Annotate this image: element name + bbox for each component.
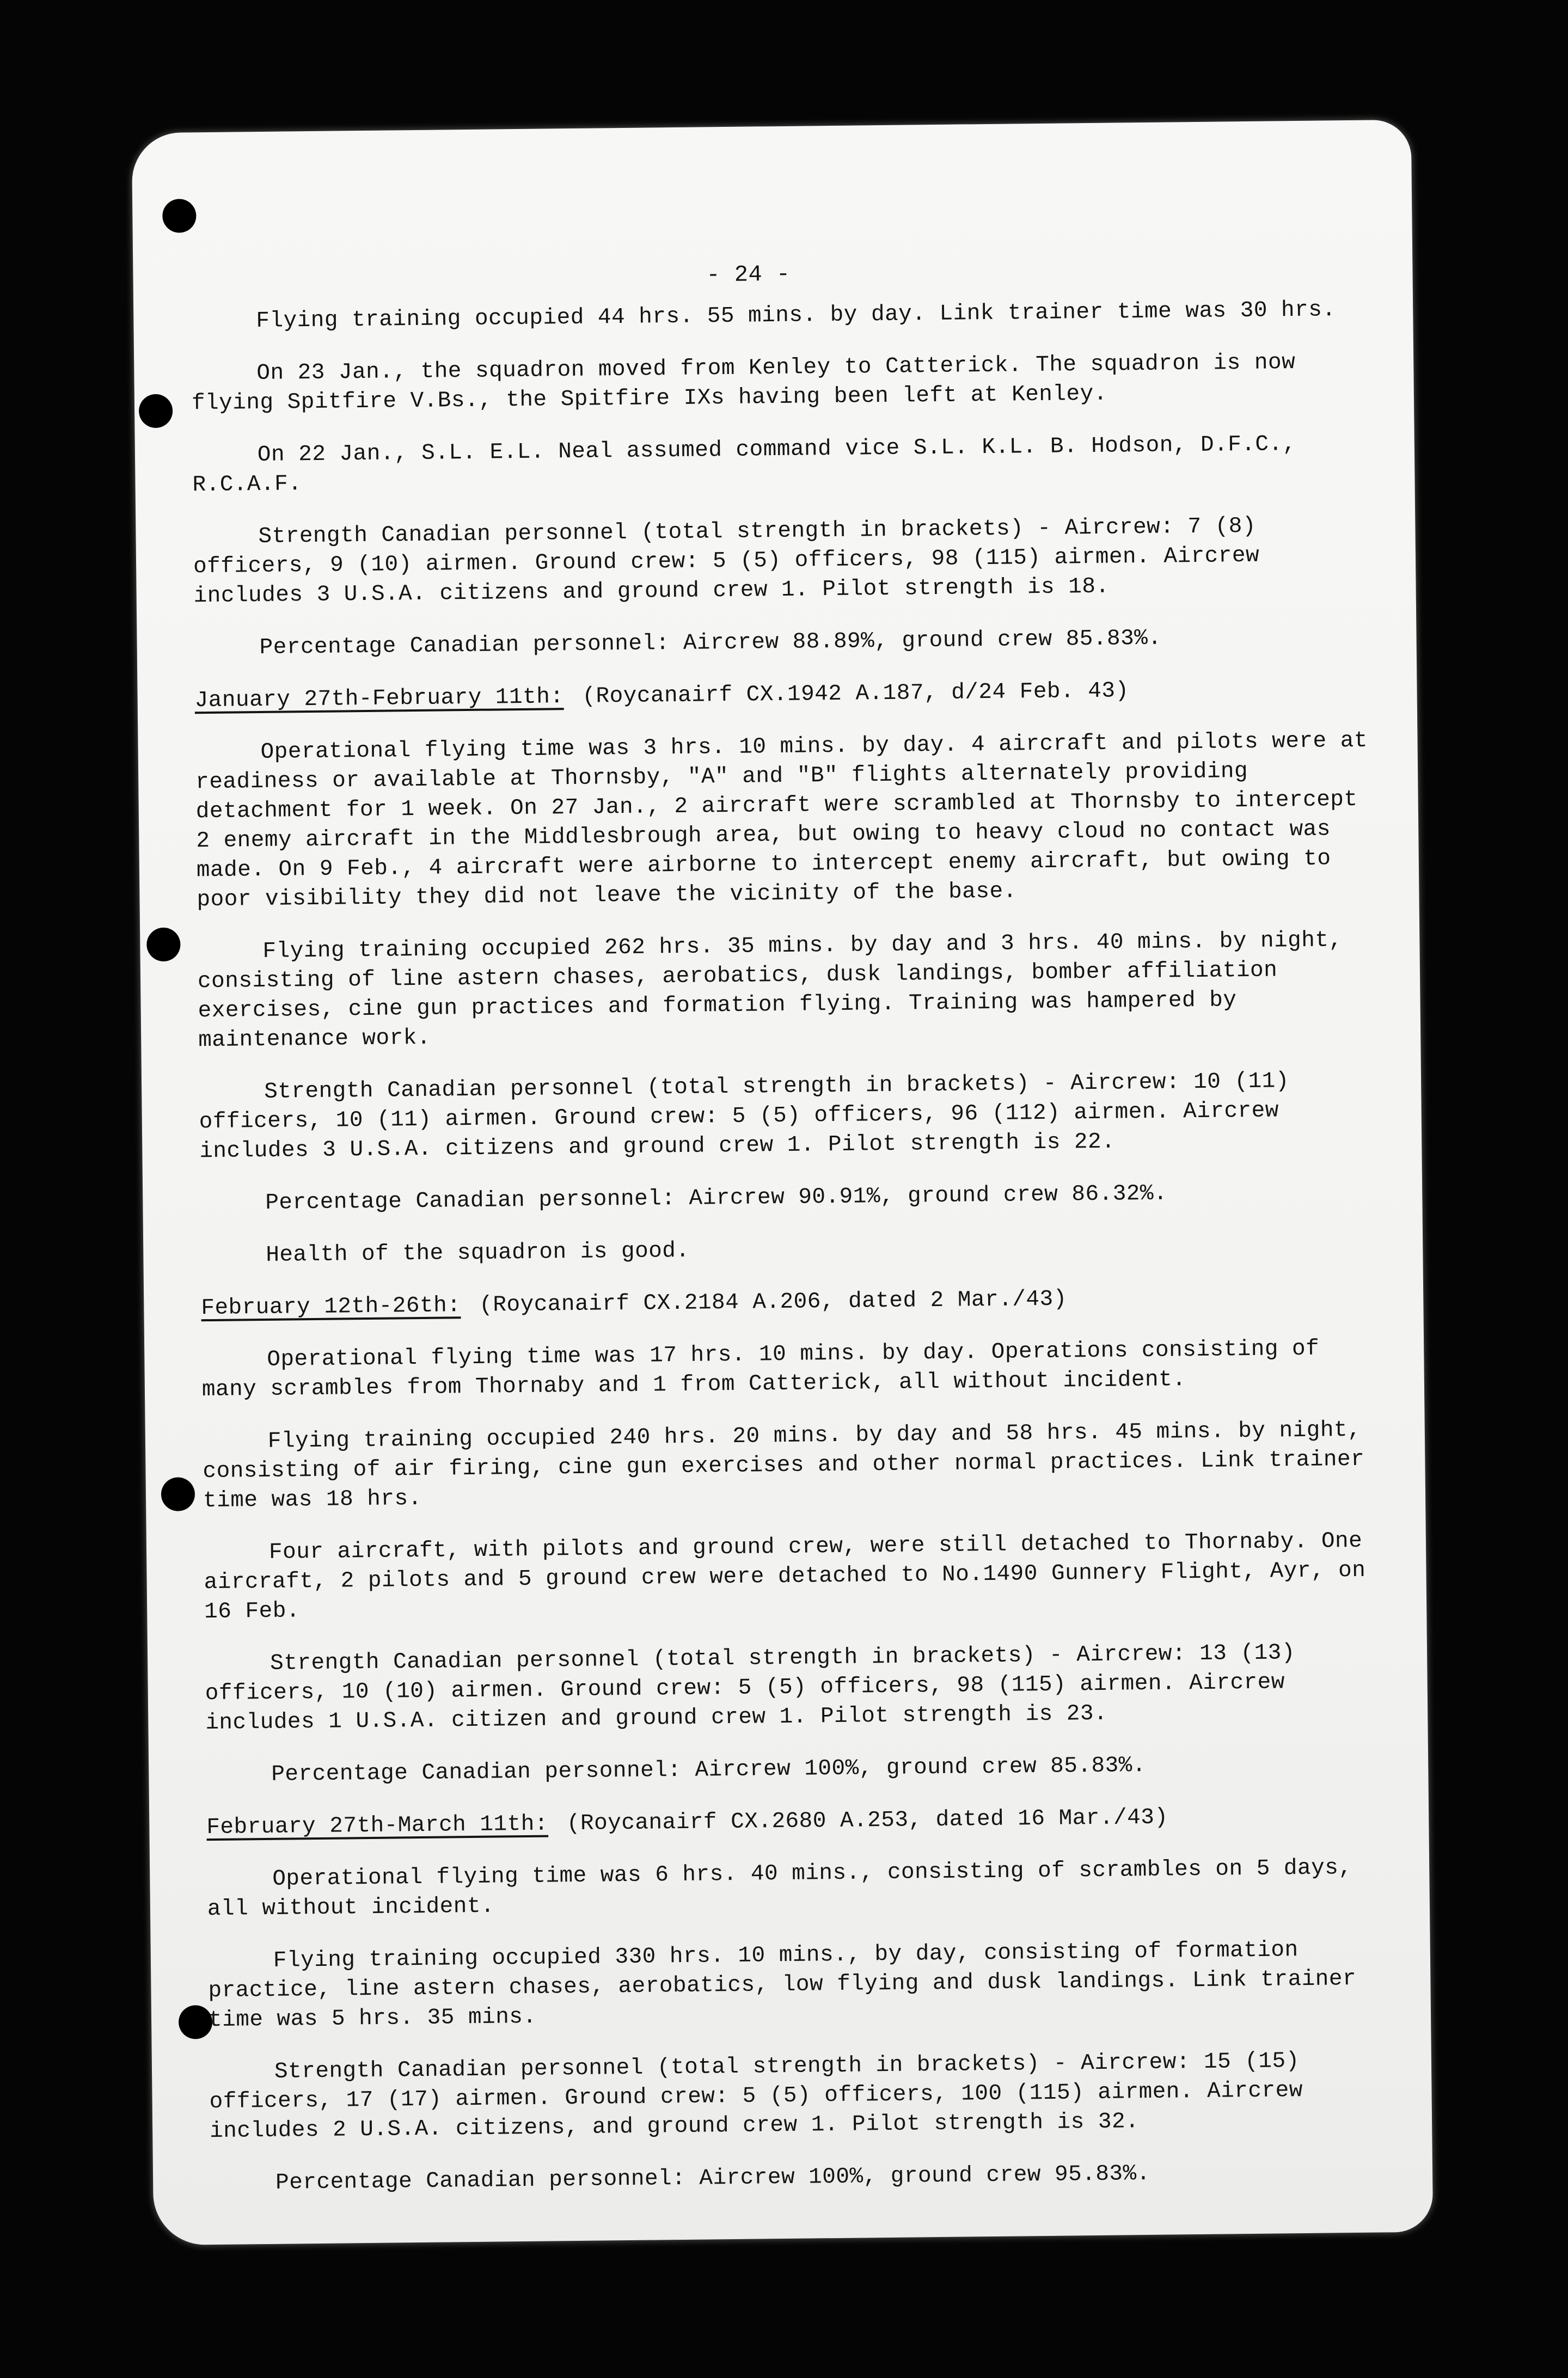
paragraph: Percentage Canadian personnel: Aircrew 90.91%, ground crew 86.32%. (265, 1181, 1168, 1216)
binder-hole (146, 928, 181, 962)
section-heading-label: February 27th-March 11th: (206, 1811, 549, 1841)
paragraph: Percentage Canadian personnel: Aircrew 100%, ground crew 95.83%. (275, 2161, 1151, 2196)
page-number: - 24 - (706, 261, 791, 289)
section-reference: (Roycanairf CX.2680 A.253, dated 16 Mar./43) (566, 1805, 1168, 1837)
section-heading-label: February 12th-26th: (201, 1293, 461, 1321)
paragraph: Strength Canadian personnel (total strength in brackets) - Aircrew: 15 (15) officers, 17 (17) airmen. Ground crew: 5 (5) officers, 100 (115) airmen. Aircrew includes 2 U.S.A. citizens, and ground crew 1. Pilot strength is 32. (209, 2049, 1303, 2144)
document-body (190, 254, 1392, 2222)
paragraph: Flying training occupied 330 hrs. 10 mins., by day, consisting of formation practice, line astern chases, aerobatics, low flying and dusk landings. Link trainer time was 5 hrs. 35 mins. (208, 1938, 1357, 2033)
binder-hole (179, 2005, 213, 2039)
section-feb27-mar11 (206, 1800, 1392, 2198)
paragraph: Health of the squadron is good. (266, 1238, 690, 1268)
section-reference: (Roycanairf CX.1942 A.187, d/24 Feb. 43) (582, 678, 1129, 709)
section-heading (194, 674, 1376, 716)
paragraph: On 23 Jan., the squadron moved from Kenley to Catterick. The squadron is now flying Spitfire V.Bs., the Spitfire IXs having been left at Kenley. (191, 350, 1296, 416)
paragraph: Operational flying time was 6 hrs. 40 mins., consisting of scrambles on 5 days, all without incident. (207, 1855, 1352, 1922)
paragraph: Flying training occupied 44 hrs. 55 mins. by day. Link trainer time was 30 hrs. (256, 297, 1336, 334)
paragraph: Strength Canadian personnel (total strength in brackets) - Aircrew: 10 (11) officers, 10 (11) airmen. Ground crew: 5 (5) officers, 96 (112) airmen. Aircrew includes 3 U.S.A. citizens and ground crew 1. Pilot strength is 22. (199, 1069, 1290, 1165)
paragraph: Percentage Canadian personnel: Aircrew 100%, ground crew 85.83%. (271, 1753, 1147, 1787)
paragraph: Flying training occupied 262 hrs. 35 mins. by day and 3 hrs. 40 mins. by night, consisting of line astern chases, aerobatics, dusk landings, bomber affiliation exercises, cine gun practices and formation flying. Training was hampered by maintenance work. (197, 928, 1343, 1053)
paragraph: Strength Canadian personnel (total strength in brackets) - Aircrew: 7 (8) officers, 9 (10) airmen. Ground crew: 5 (5) officers, 98 (115) airmen. Aircrew includes 3 U.S.A. citizens and ground crew 1. Pilot strength is 18. (193, 513, 1260, 609)
paragraph: Operational flying time was 17 hrs. 10 mins. by day. Operations consisting of many scrambles from Thornaby and 1 from Catterick, all without incident. (201, 1336, 1320, 1403)
section-heading (206, 1800, 1388, 1842)
binder-hole (139, 394, 173, 428)
section-heading-label: January 27th-February 11th: (194, 684, 564, 714)
section-heading (201, 1281, 1382, 1323)
binder-hole (161, 1477, 195, 1511)
section-reference: (Roycanairf CX.2184 A.206, dated 2 Mar./43) (479, 1286, 1067, 1318)
document-page (132, 120, 1434, 2245)
paragraph: Flying training occupied 240 hrs. 20 mins. by day and 58 hrs. 45 mins. by night, consisting of air firing, cine gun exercises and other normal practices. Link trainer time was 18 hrs. (203, 1417, 1365, 1514)
paragraph: Percentage Canadian personnel: Aircrew 88.89%, ground crew 85.83%. (259, 626, 1162, 661)
section-jan27-feb11 (194, 674, 1382, 1271)
section-feb12-feb26 (201, 1281, 1387, 1790)
paragraph: On 22 Jan., S.L. E.L. Neal assumed command vice S.L. K.L. B. Hodson, D.F.C., R.C.A.F. (192, 432, 1296, 498)
intro-block (191, 295, 1376, 664)
paragraph: Strength Canadian personnel (total strength in brackets) - Aircrew: 13 (13) officers, 10 (10) airmen. Ground crew: 5 (5) officers, 98 (115) airmen. Aircrew includes 1 U.S.A. citizen and ground crew 1. Pilot strength is 23. (205, 1640, 1296, 1736)
paragraph: Operational flying time was 3 hrs. 10 mins. by day. 4 aircraft and pilots were at readiness or available at Thornsby, "A" and "B" flights alternately providing detachment for 1 week. On 27 Jan., 2 aircraft were scrambled at Thornsby to intercept 2 enemy aircraft in the Middlesbrough area, but owing to heavy cloud no contact was made. On 9 Feb., 4 aircraft were airborne to intercept enemy aircraft, but owing to poor visibility they did not leave the vicinity of the base. (195, 728, 1368, 913)
paragraph: Four aircraft, with pilots and ground crew, were still detached to Thornaby. One aircraft, 2 pilots and 5 ground crew were detached to No.1490 Gunnery Flight, Ayr, on 16 Feb. (204, 1528, 1366, 1625)
binder-hole (162, 199, 197, 233)
